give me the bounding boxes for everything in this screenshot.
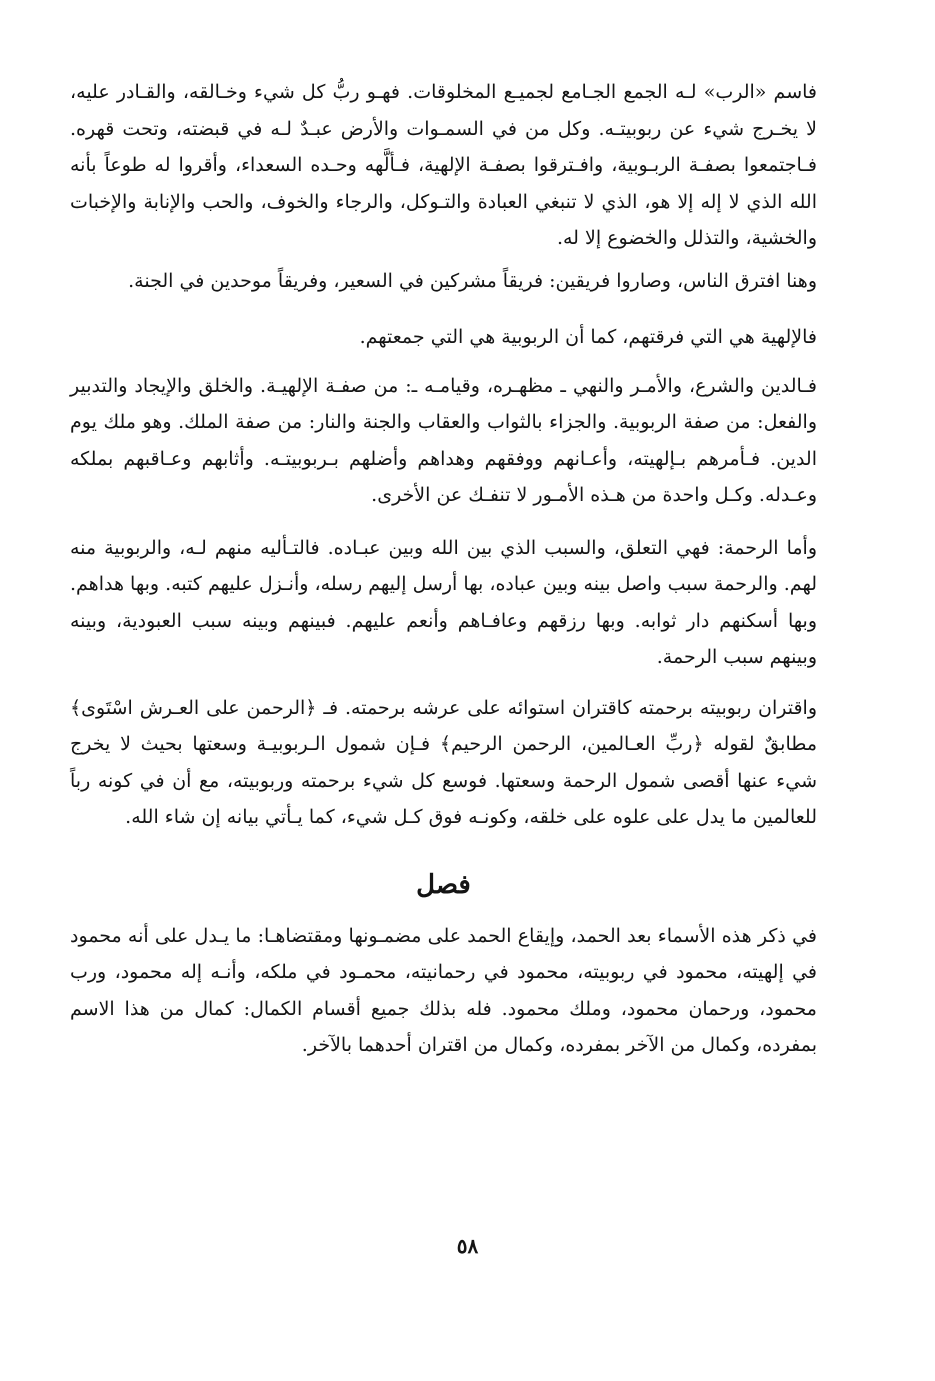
paragraph-istiwa: واقتران ربوبيته برحمته كاقتران استوائه على عرشه برحمته. فـ ﴿الرحمن على العـرش اسْتَوى﴾ مطابقٌ لقوله ﴿ربِّ العـالمين، الرحمن الرحيم﴾ فـإن شمول الـربوبيـة وسعتها بحيث لا يخرج شيء عنها أقصى شمول الرحمة وسعتها. فوسع كل شيء برحمته وربوبيته، مع أن في كونه رباً للعالمين ما يدل على علوه على خلقه، وكونـه فوق كـل شيء، كما يـأتي بيانه إن شاء الله. [70,696,817,828]
paragraph-mercy: وأما الرحمة: فهي التعلق، والسبب الذي بين الله وبين عبـاده. فالتـأليه منهم لـه، والربوبية منه لهم. والرحمة سبب واصل بينه وبين عباده، بها أرسل إليهم رسله، وأنـزل عليهم كتبه. وبها هداهم. وبها أسكنهم دار ثوابه. وبها رزقهم وعافـاهم وأنعم عليهم. فبينهم وبينه سبب العبودية، وبينه وبينهم سبب الرحمة. [70,536,817,668]
paragraph-rabb-name: فاسم «الرب» لـه الجمع الجـامع لجميـع المخلوقات. فهـو ربُّ كل شيء وخـالقه، والقـادر عليه، لا يخـرج شيء عن ربوبيتـه. وكل من في السمـوات والأرض عبـدٌ لـه في قبضته، وتحت قهره. فـاجتمعوا بصفـة الربـوبية، وافـترقوا بصفـة الإلهية، فـألَّهه وحـده السعداء، وأقروا له طوعاً بأنه الله الذي لا إله إلا هو، الذي لا تنبغي العبادة والتـوكل، والرجاء والخوف، والحب والإنابة والإخبات والخشية، والتذلل والخضوع إلا له. [70,81,817,249]
paragraph-people-split: وهنا افترق الناس، وصاروا فريقين: فريقاً مشركين في السعير، وفريقاً موحدين في الجنة. [128,269,817,292]
page-body [70,74,817,1064]
paragraph-ilahiyya: فالإلهية هي التي فرقتهم، كما أن الربوبية هي التي جمعتهم. [359,326,817,348]
section-heading: فصل [416,869,471,900]
page-number: ٥٨ [456,1234,479,1258]
paragraph-religion-law: فـالدين والشرع، والأمـر والنهي ـ مظهـره، وقيامـه ـ: من صفـة الإلهيـة. والخلق والإيجاد والتدبير والفعل: من صفة الربوبية. والجزاء بالثواب والعقاب والجنة والنار: من صفة الملك. وهو ملك يوم الدين. فـأمرهم بـإلهيته، وأعـانهم ووفقهم وهداهم وأضلهم بـربوبيتـه. وأثابهم وعـاقبهم بملكه وعـدله. وكـل واحدة من هـذه الأمـور لا تنفـك عن الأخرى. [70,374,817,506]
paragraph-names-praise: في ذكر هذه الأسماء بعد الحمد، وإيقاع الحمد على مضمـونها ومقتضاهـا: ما يـدل على أنه محمود في إلهيته، محمود في ربوبيته، محمود في رحمانيته، محمـود في ملكه، وأنـه إله محمود، ورب محمود، ورحمان محمود، وملك محمود. فله بذلك جميع أقسام الكمال: كمال من هذا الاسم بمفرده، وكمال من الآخر بمفرده، وكمال من اقتران أحدهما بالآخر. [70,924,817,1056]
